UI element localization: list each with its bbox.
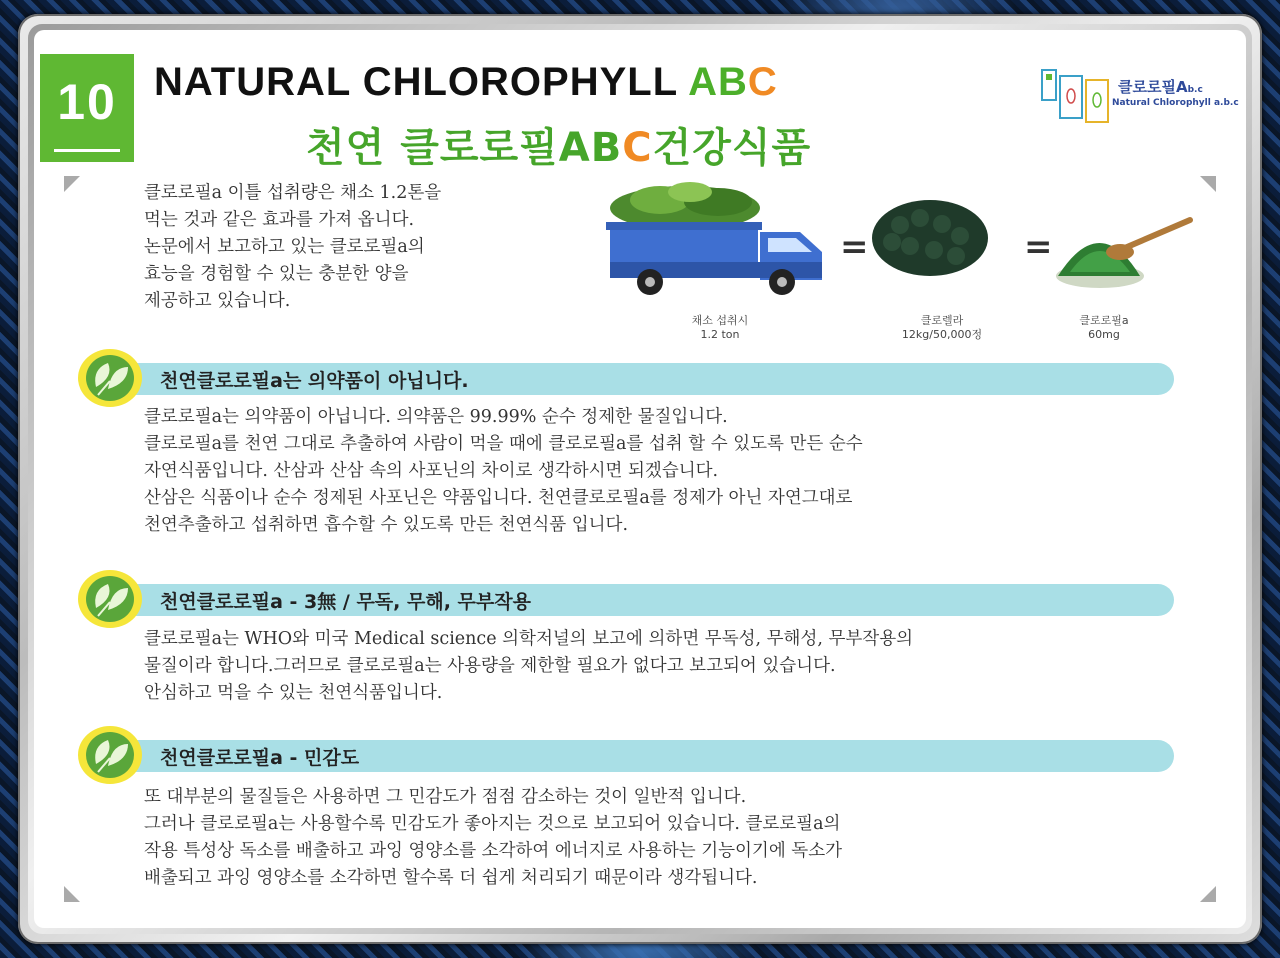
title-ko-text: 천연 클로로필 bbox=[306, 125, 559, 171]
logo-brand-ko bbox=[1118, 76, 1203, 97]
body-line: 또 대부분의 물질들은 사용하면 그 민감도가 점점 감소하는 것이 일반적 입니다. bbox=[144, 787, 747, 807]
title-english bbox=[154, 60, 778, 105]
caption-line: 클로로필a bbox=[1079, 314, 1129, 327]
powder-icon bbox=[1056, 220, 1190, 288]
title-ko-c: C bbox=[622, 125, 653, 171]
comparison-illustration bbox=[600, 180, 1200, 341]
brand-logo bbox=[1040, 66, 1239, 126]
logo-brand-en: Natural Chlorophyll a.b.c bbox=[1112, 98, 1239, 108]
leaf-shape-icon bbox=[78, 570, 142, 628]
leaf-shape-icon bbox=[78, 726, 142, 784]
section-heading: 천연클로로필a - 3無 / 무독, 무해, 무부작용 bbox=[160, 591, 531, 613]
truck-tablets-powder-illustration bbox=[600, 180, 1200, 330]
caption-line: 12kg/50,000정 bbox=[901, 328, 983, 341]
truck-icon bbox=[606, 222, 822, 295]
caption-line: 60mg bbox=[1088, 328, 1120, 341]
body-line: 천연추출하고 섭취하면 흡수할 수 있도록 만든 천연식품 입니다. bbox=[144, 515, 629, 535]
content-panel bbox=[34, 30, 1246, 928]
title-en-text: NATURAL CHLOROPHYLL bbox=[154, 60, 689, 104]
corner-marker-bottom-left bbox=[64, 886, 80, 902]
leaf-shape-icon bbox=[78, 349, 142, 407]
corner-marker-top-left bbox=[64, 176, 80, 192]
body-line: 안심하고 먹을 수 있는 천연식품입니다. bbox=[144, 683, 443, 703]
section-header-3 bbox=[78, 726, 1174, 786]
intro-line: 먹는 것과 같은 효과를 가져 옵니다. bbox=[144, 210, 415, 230]
caption-vegetables bbox=[670, 314, 770, 342]
body-line: 그러나 클로로필a는 사용할수록 민감도가 좋아지는 것으로 보고되어 있습니다. 클로로필a의 bbox=[144, 814, 841, 834]
leaf-icon bbox=[78, 570, 142, 628]
body-line: 산삼은 식품이나 순수 정제된 사포닌은 약품입니다. 천연클로로필a를 정제가 아닌 자연그대로 bbox=[144, 488, 853, 508]
body-line: 클로로필a는 의약품이 아닙니다. 의약품은 99.99% 순수 정제한 물질입니다. bbox=[144, 407, 728, 427]
section-heading: 천연클로로필a는 의약품이 아닙니다. bbox=[160, 370, 469, 392]
section-header-1 bbox=[78, 349, 1174, 409]
title-en-c: C bbox=[747, 60, 778, 104]
caption-chlorella bbox=[882, 314, 1002, 342]
intro-line: 제공하고 있습니다. bbox=[144, 291, 291, 311]
title-en-b: B bbox=[717, 60, 748, 104]
title-ko-text-2: 건강식품 bbox=[652, 125, 812, 171]
body-line: 자연식품입니다. 산삼과 산삼 속의 사포닌의 차이로 생각하시면 되겠습니다. bbox=[144, 461, 719, 481]
intro-line: 논문에서 보고하고 있는 클로로필a의 bbox=[144, 237, 425, 257]
body-line: 작용 특성상 독소를 배출하고 과잉 영양소를 소각하여 에너지로 사용하는 기능이기에 독소가 bbox=[144, 841, 843, 861]
body-line: 클로로필a는 WHO와 미국 Medical science 의학저널의 보고에 의하면 무독성, 무해성, 무부작용의 bbox=[144, 629, 913, 649]
caption-line: 클로렐라 bbox=[920, 314, 964, 327]
logo-mark-icon bbox=[1040, 66, 1110, 126]
title-ko-a: A bbox=[558, 125, 591, 171]
caption-line: 채소 섭취시 bbox=[691, 314, 749, 327]
page-number-underline bbox=[54, 149, 120, 152]
corner-marker-top-right bbox=[1200, 176, 1216, 192]
title-korean bbox=[306, 116, 811, 173]
intro-paragraph bbox=[144, 180, 584, 315]
page-number-badge bbox=[40, 54, 134, 162]
body-line: 배출되고 과잉 영양소를 소각하면 할수록 더 쉽게 처리되기 때문이라 생각됩니다. bbox=[144, 868, 758, 888]
equals-sign: = bbox=[840, 227, 869, 267]
intro-line: 클로로필a 이틀 섭취량은 채소 1.2톤을 bbox=[144, 183, 442, 203]
intro-line: 효능을 경험할 수 있는 충분한 양을 bbox=[144, 264, 409, 284]
corner-marker-bottom-right bbox=[1200, 886, 1216, 902]
leaf-icon bbox=[78, 349, 142, 407]
page-number: 10 bbox=[57, 74, 117, 130]
title-en-a: A bbox=[688, 60, 718, 104]
section-body-2 bbox=[144, 626, 1154, 707]
title-ko-b: B bbox=[590, 125, 623, 171]
section-header-2 bbox=[78, 570, 1174, 630]
section-body-1 bbox=[144, 404, 1154, 539]
tablets-icon bbox=[872, 200, 988, 276]
logo-brand-suffix: b.c bbox=[1187, 85, 1203, 95]
section-body-3 bbox=[144, 784, 1154, 892]
section-heading: 천연클로로필a - 민감도 bbox=[160, 747, 360, 769]
logo-brand-ko-text: 클로로필A bbox=[1118, 78, 1188, 96]
caption-line: 1.2 ton bbox=[700, 328, 740, 341]
caption-chlorophyll bbox=[1054, 314, 1154, 342]
body-line: 클로로필a를 천연 그대로 추출하여 사람이 먹을 때에 클로로필a를 섭취 할 수 있도록 만든 순수 bbox=[144, 434, 863, 454]
body-line: 물질이라 합니다.그러므로 클로로필a는 사용량을 제한할 필요가 없다고 보고되어 있습니다. bbox=[144, 656, 836, 676]
equals-sign: = bbox=[1024, 227, 1053, 267]
leaf-icon bbox=[78, 726, 142, 784]
